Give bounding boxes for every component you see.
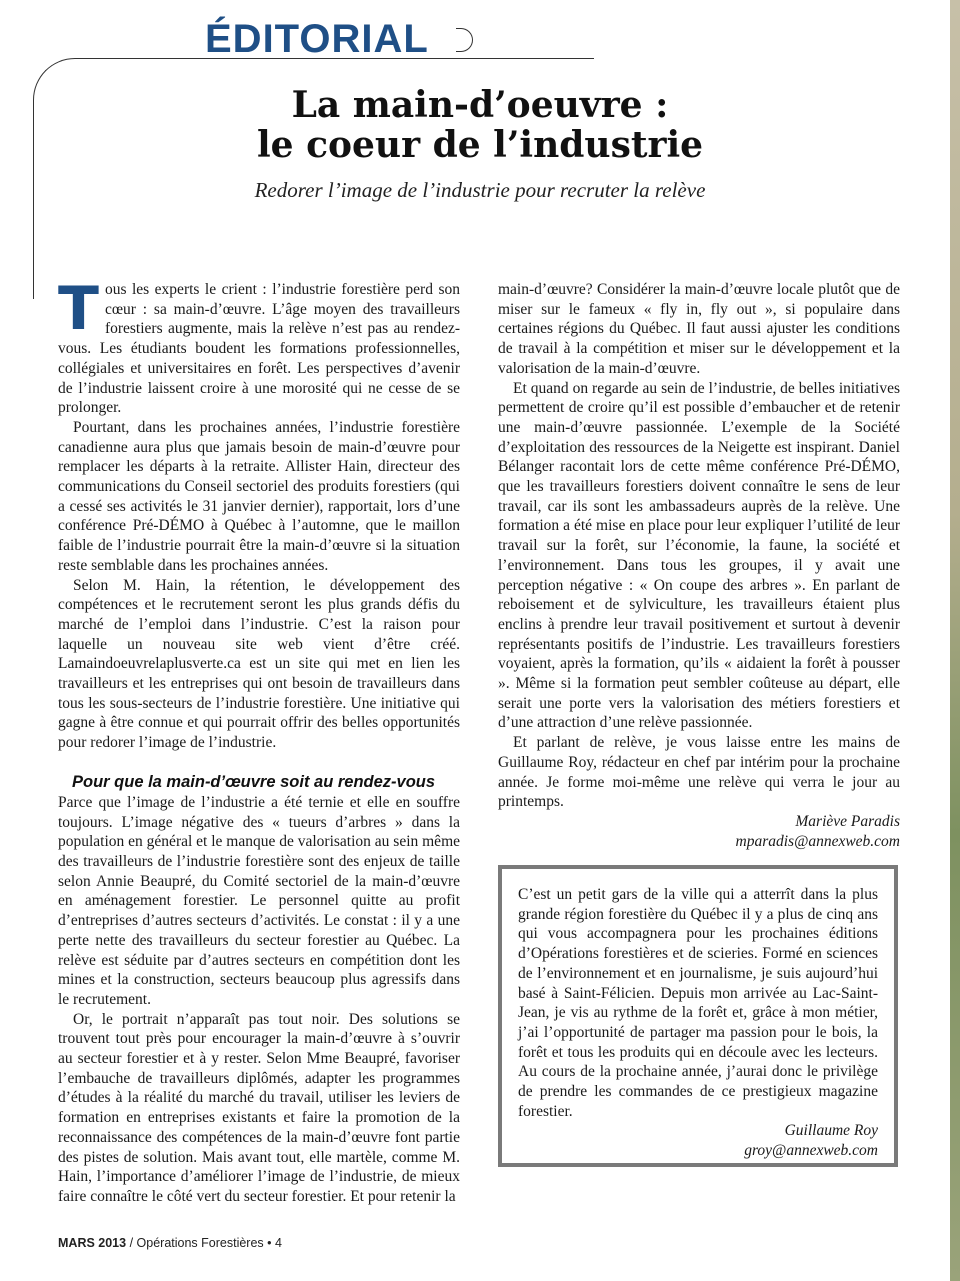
paragraph [58, 274, 460, 418]
article-title [180, 85, 780, 165]
left-column [58, 274, 461, 1207]
new-editor-box [498, 865, 898, 1167]
footer-date: MARS 2013 [58, 1236, 127, 1250]
footer-publication: / Opérations Forestières • 4 [129, 1236, 282, 1250]
paragraph: main-d’œuvre? Considérer la main-d’œuvre locale plutôt que de miser sur le fameux « fly in, fly out », si populaire dans certaines régions du Québec. Il faut aussi ajuster les conditions de travail à la compétition et miser sur le développement et la valorisation de la main-d’œuvre. [498, 281, 900, 377]
paragraph: Et parlant de relève, je vous laisse entre les mains de Guillaume Roy, rédacteur en chef par intérim pour la prochaine année. Je forme moi-même une relève qui verra le jour au printemps. [498, 734, 900, 811]
article-subtitle: Redorer l’image de l’industrie pour recruter la relève [254, 178, 706, 202]
drop-cap: T [58, 274, 99, 344]
title-line-2: le coeur de l’industrie [256, 124, 704, 166]
right-column [498, 280, 900, 851]
paragraph: Pourtant, dans les prochaines années, l’industrie forestière canadienne aura plus que jamais besoin de main-d’œuvre pour remplacer les départs à la retraite. Allister Hain, directeur des communications du Conseil sectoriel des produits forestiers (qui a cessé ses activités le 31 janvier dernier), rapportait, lors d’une conférence Pré-DÉMO à Québec à l’automne, que le maillon faible de l’industrie pourrait être la main-d’œuvre si la situation reste semblable dans les prochaines années. [58, 418, 460, 574]
section-label-text: ÉDITORIAL [205, 17, 429, 61]
page-footer [58, 1236, 282, 1250]
box-text: C’est un petit gars de la ville qui a atterrît dans la plus grande région forestière du Québec il y a plus de cinq ans qui vous accompagnera pour les prochaines éditions d’Opérations forestières et de scieries. Formé en sciences de l’environnement et en journalisme, je suis aujourd’hui basé à Saint-Félicien. Depuis mon arrivée au Lac-Saint-Jean, je vis au rythme de la forêt et, grâce à mon métier, j’ai l’opportunité de partager ma passion pour le bois, la forêt et tous les produits qui en découle avec les lecteurs. Au cours de la prochaine année, j’aurai donc le privilège de prendre les commandes de ce prestigieux magazine forestier. [518, 886, 878, 1120]
section-heading: Pour que la main-d’œuvre soit au rendez-vous [72, 772, 436, 791]
box-email[interactable]: groy@annexweb.com [744, 1142, 878, 1160]
author-email[interactable]: mparadis@annexweb.com [735, 832, 900, 850]
paragraph: Or, le portrait n’apparaît pas tout noir. Des solutions se trouvent tout près pour encourager la main-d’œuvre à s’ouvrir au secteur forestier et à y rester. Selon Mme Beaupré, favoriser l’embauche de travailleurs diplômés, adapter les programmes d’études à la réalité du marché du travail, utiliser les leviers de formation en entreprises existants et faire la promotion de la reconnaissance des compétences de la main-d’œuvre font partie des pistes de solution. Mais avant tout, elle martèle, comme M. Hain, l’importance d’améliorer l’image de l’industrie, de mieux faire connaître le côté vert du secteur forestier. Et pour retenir la [58, 1010, 460, 1205]
paragraph: Parce que l’image de l’industrie a été ternie et elle en souffre toujours. L’image négative des « tueurs d’arbres » dans la population en général et le manque de valorisation au sein même des travailleurs de l’industrie forestière sont des enjeux de taille selon Annie Beaupré, du Comité sectoriel de la main-d’œuvre en aménagement forestier. Le personnel quitte au profit d’entreprises d’autres secteurs d’activités. Le constat : il y a une perte nette des travailleurs du secteur forestier au Québec. La relève est séduite par d’autres secteurs en compétition dont les mines et la construction, secteurs beaucoup plus agressifs dans le recrutement. [58, 793, 461, 1008]
title-line-1: La main-d’oeuvre : [291, 84, 669, 126]
page-edge-decoration [950, 0, 960, 1281]
author-signature: Mariève Paradis [795, 812, 900, 830]
section-label-hook [456, 28, 473, 52]
paragraph: Et quand on regarde au sein de l’industrie, de belles initiatives permettent de croire qu’il est possible d’embaucher et de retenir une main-d’œuvre passionnée. L’exemple de la Société d’exploitation des ressources de la Neigette est inspirant. Daniel Bélanger racontait lors de cette même conférence Pré-DÉMO, que les travailleurs forestiers doivent connaître le sens de leur travail, car ils sont les ambassadeurs auprès de la relève. Une formation a été mise en place pour leur expliquer l’utilité de leur travail sur la forêt, sur l’économie, la faune, la société et l’environnement. Dans tous les groupes, il y avait une perception négative : « On coupe des arbres ». En parlant de reboisement et de sylviculture, les travailleurs étaient plus enclins à prendre leur travail positivement et surtout à devenir représentants positifs de l’industrie. Les travailleurs forestiers voyaient, après la formation, qu’ils « aidaient la forêt à pousser ». Même si la formation peut sembler coûteuse au départ, elle serait une porte vers la valorisation des métiers forestiers et d’une attraction d’une relève passionnée. [498, 379, 900, 732]
paragraph-text: ous les experts le crient : l’industrie forestière perd son cœur : sa main-d’œuvre. L’âge moyen des travailleurs forestiers augmente, mais la relève n’est pas au rendez-vous. Les étudiants boudent les formations professionnelles, collégiales et universitaires en forêt. Les perspectives d’avenir de l’industrie laissent croire à une morosité qui ne cesse de se prolonger. [58, 281, 460, 417]
box-signature: Guillaume Roy [784, 1122, 878, 1140]
paragraph: Selon M. Hain, la rétention, le développement des compétences et le recrutement seront les plus grands défis du marché de l’emploi dans l’industrie. C’est la raison pour laquelle un nouveau site web vient d’être créé. Lamaindoeuvrelaplusverte.ca est un site qui met en lien les travailleurs et les entreprises qui ont besoin de travailleurs dans tous les sous-secteurs de l’industrie forestière. Une initiative qui gagne à être connue et qui pourrait offrir des belles opportunités pour redorer l’image de l’industrie. [58, 576, 460, 752]
section-label [205, 14, 429, 64]
